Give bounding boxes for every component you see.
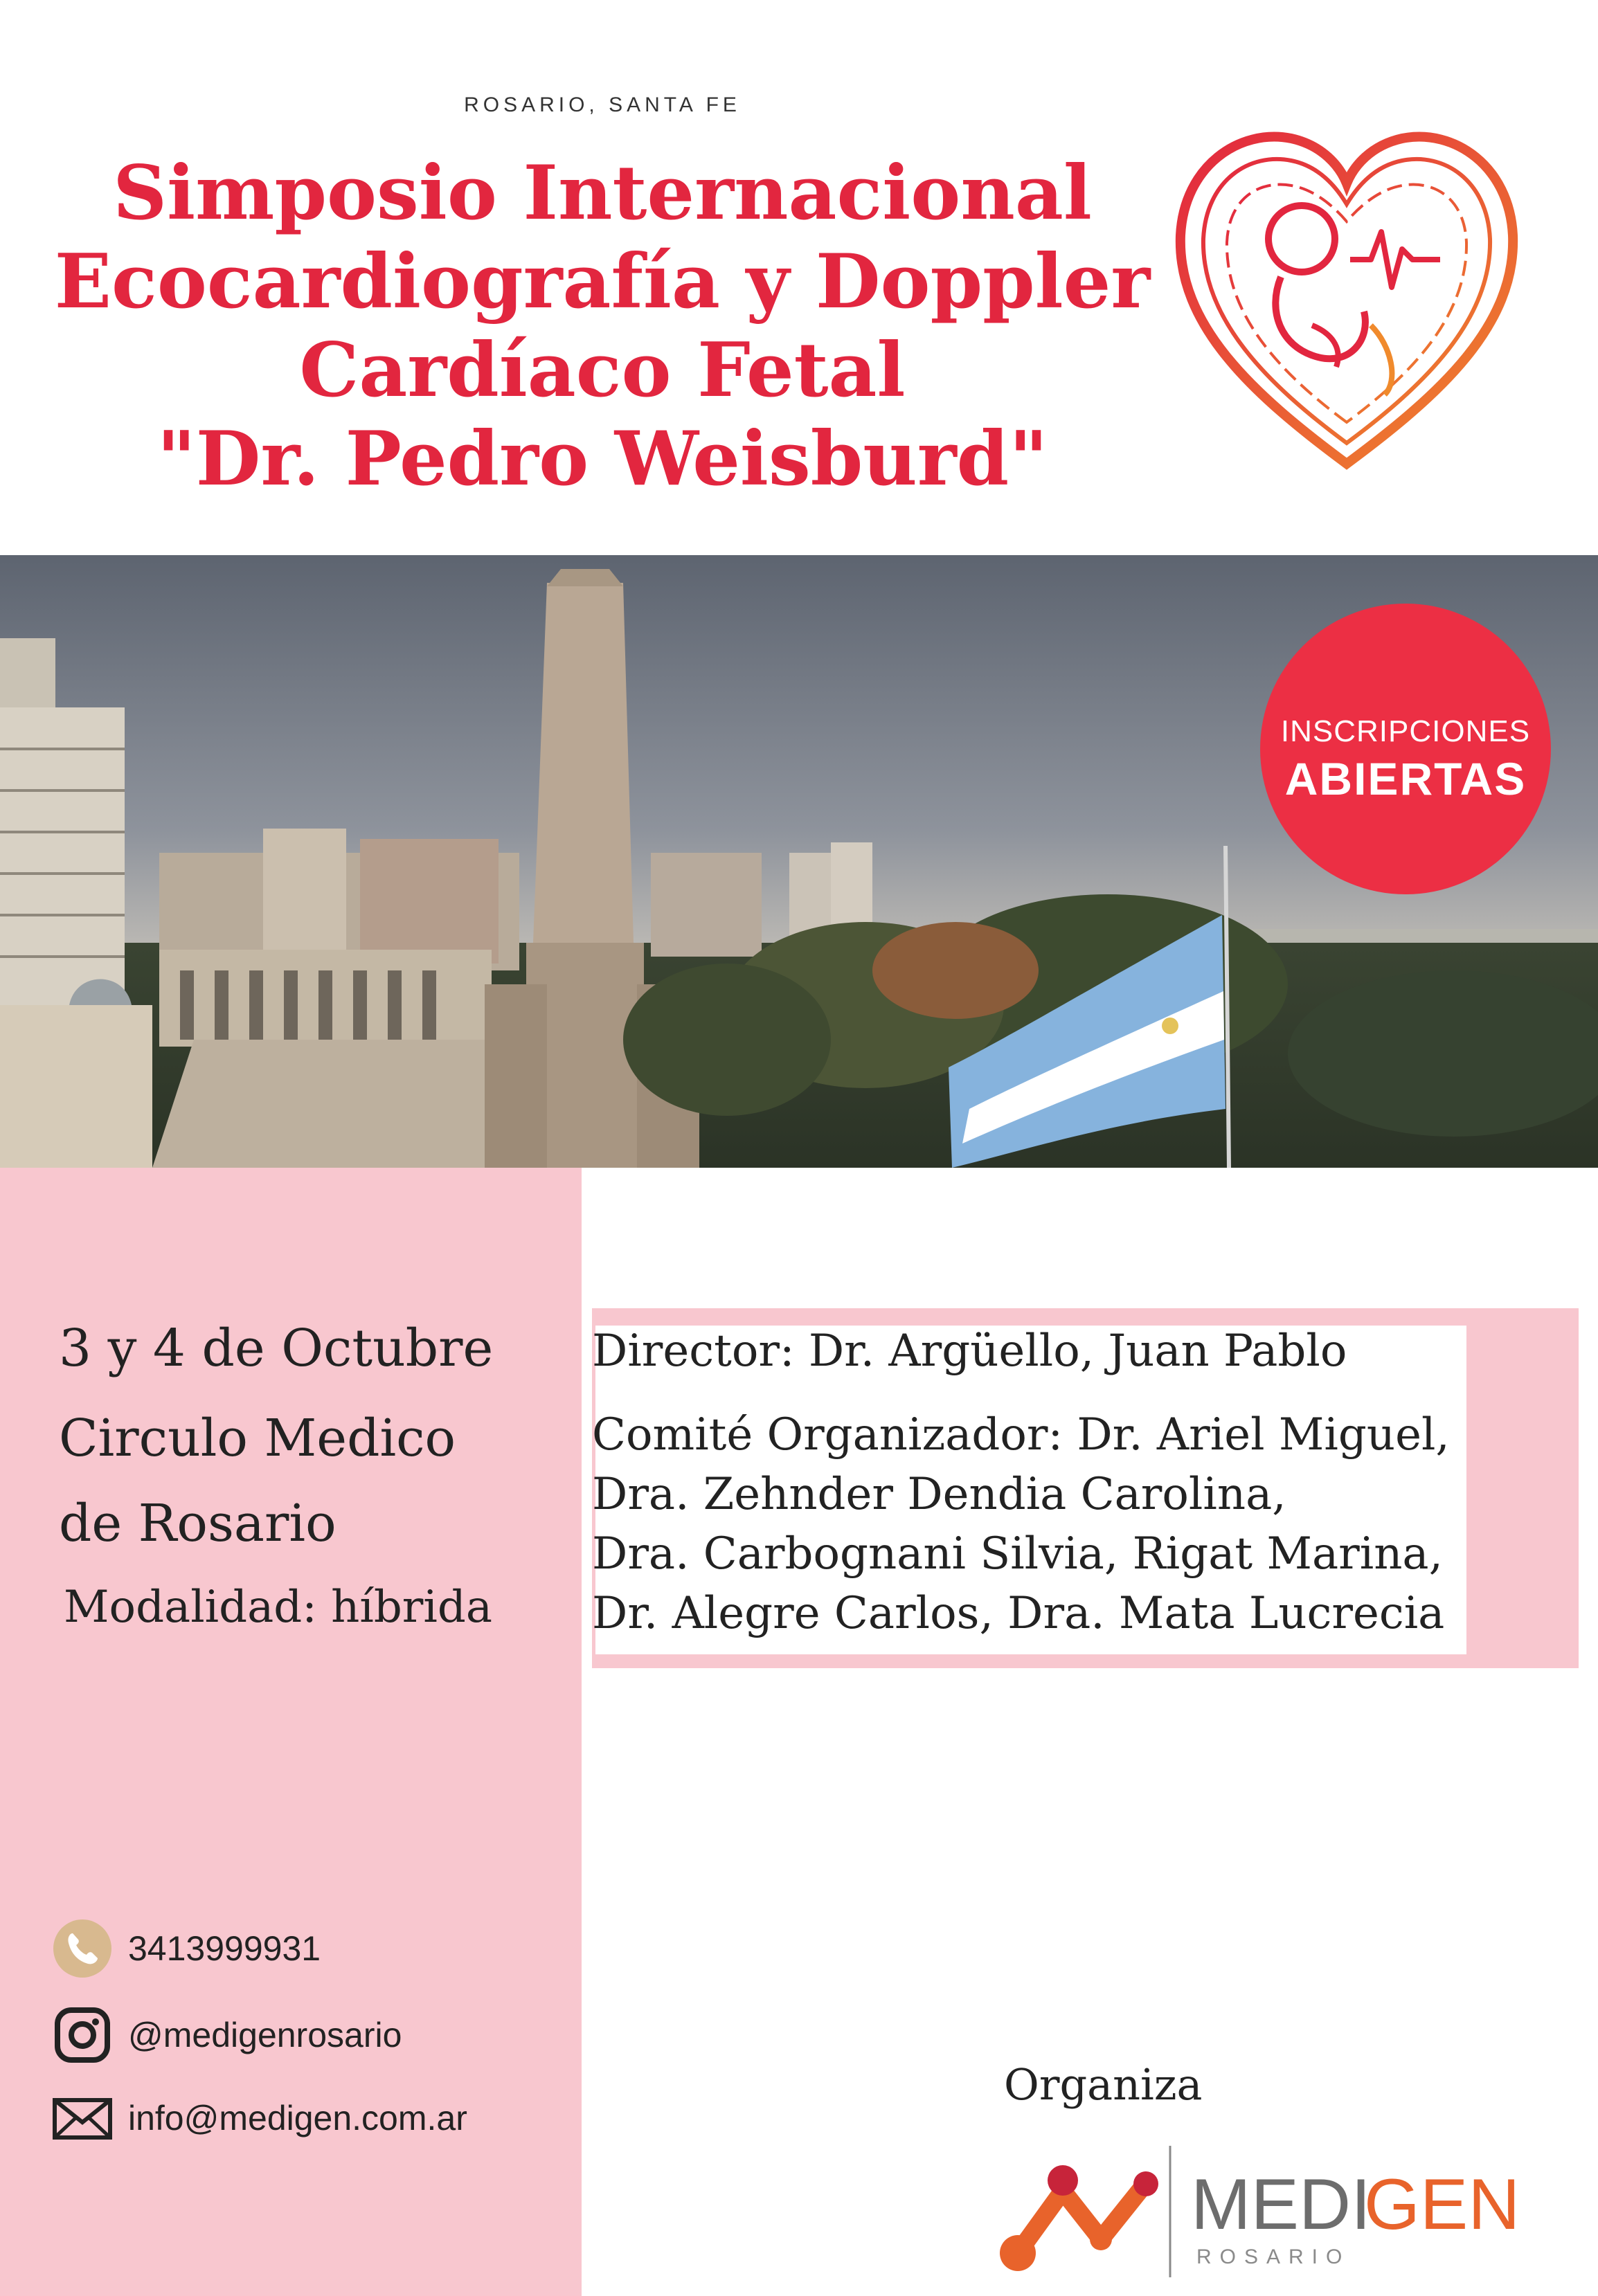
title-line-2: Ecocardiografía y Doppler (54, 238, 1151, 325)
phone-number: 3413999931 (128, 1929, 321, 1968)
phone-icon (52, 1918, 113, 1979)
venue-line-1: Circulo Medico (59, 1409, 456, 1468)
event-date: 3 y 4 de Octubre (59, 1319, 494, 1378)
director-line: Director: Dr. Argüello, Juan Pablo (592, 1326, 1347, 1377)
committee-line-3: Dra. Carbognani Silvia, Rigat Marina, (592, 1528, 1443, 1580)
contact-instagram[interactable] (52, 2004, 402, 2066)
title-line-3: Cardíaco Fetal (299, 327, 906, 414)
badge-line-2: ABIERTAS (1284, 753, 1527, 804)
badge-line-1: INSCRIPCIONES (1280, 714, 1531, 748)
instagram-handle: @medigenrosario (128, 2016, 402, 2054)
organizer-label: Organiza (1004, 2059, 1203, 2110)
instagram-icon (52, 2005, 113, 2066)
committee-line-4: Dr. Alegre Carlos, Dra. Mata Lucrecia (592, 1588, 1445, 1639)
brand-medi: MEDI (1191, 2164, 1371, 2245)
committee-line-1: Comité Organizador: Dr. Ariel Miguel, (592, 1409, 1450, 1461)
title-line-1: Simposio Internacional (113, 150, 1092, 237)
brand-gen: GEN (1364, 2164, 1520, 2245)
event-modality: Modalidad: híbrida (64, 1582, 492, 1633)
title-line-4: "Dr. Pedro Weisburd" (156, 415, 1048, 503)
molecule-icon (1000, 2165, 1158, 2271)
contact-email[interactable] (52, 2087, 467, 2149)
medigen-logo (997, 2125, 1537, 2284)
mail-icon (52, 2088, 113, 2149)
email-address: info@medigen.com.ar (128, 2099, 467, 2137)
location-label: ROSARIO, SANTA FE (464, 93, 741, 116)
brand-rosario: ROSARIO (1196, 2245, 1351, 2268)
symposium-title (42, 149, 1163, 503)
registration-open-badge[interactable] (1260, 604, 1551, 894)
organizing-committee (592, 1405, 1450, 1643)
fetal-heart-logo (1163, 118, 1530, 478)
contact-phone[interactable] (52, 1917, 321, 1980)
venue-line-2: de Rosario (59, 1494, 336, 1553)
committee-line-2: Dra. Zehnder Dendia Carolina, (592, 1469, 1286, 1520)
